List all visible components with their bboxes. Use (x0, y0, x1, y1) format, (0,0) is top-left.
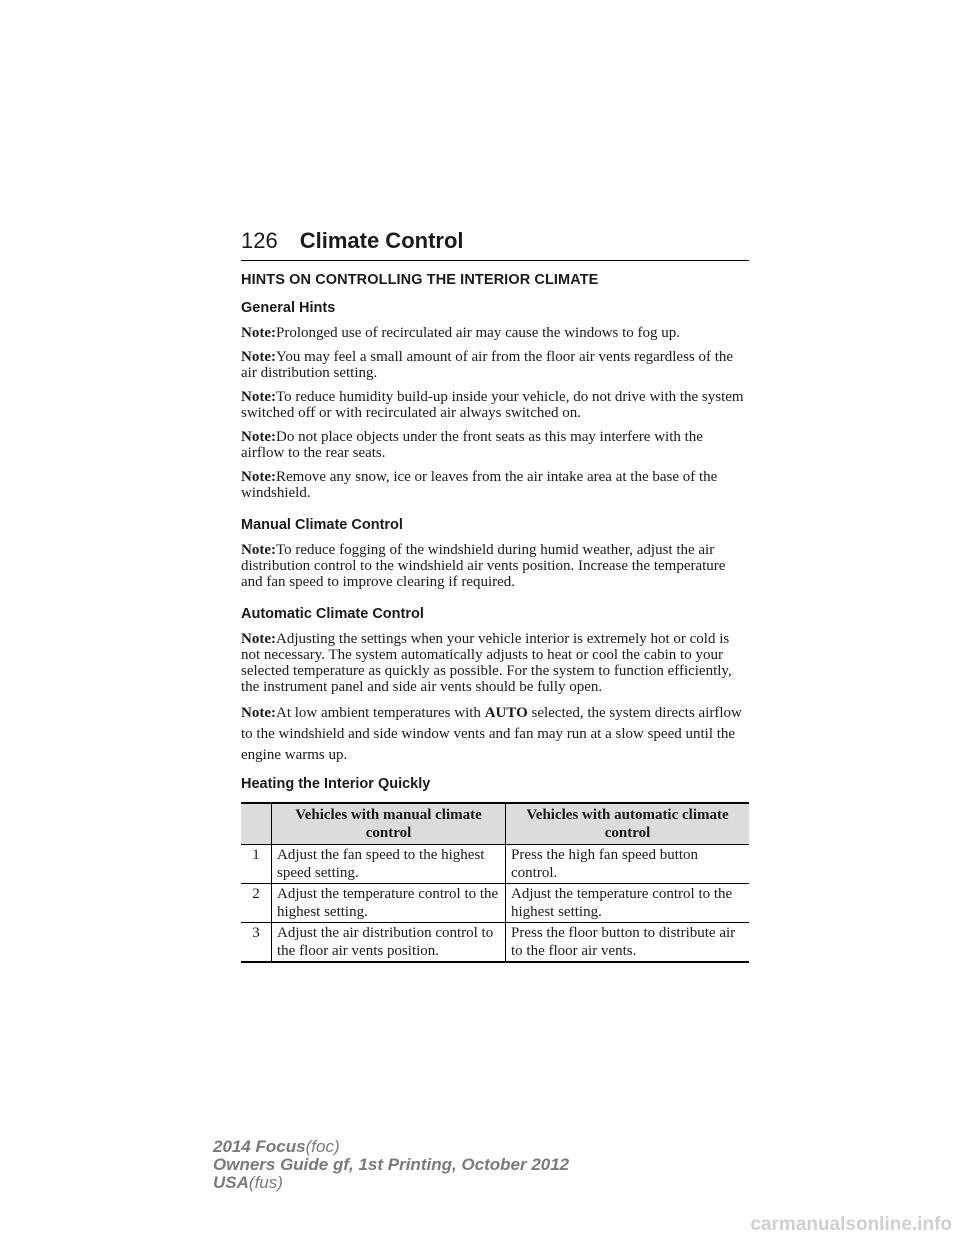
chapter-title: Climate Control (299, 228, 464, 253)
manual-cell: Adjust the fan speed to the highest speed setting. (272, 845, 506, 884)
table-header-row (241, 803, 749, 845)
automatic-climate-heading: Automatic Climate Control (241, 606, 424, 622)
page-header (241, 228, 749, 261)
general-notes (241, 325, 749, 501)
note: Note:You may feel a small amount of air from the floor air vents regardless of the air distribution setting. (241, 349, 734, 381)
general-hints-heading: General Hints (241, 300, 336, 316)
manual-cell: Adjust the air distribution control to the floor air vents position. (272, 923, 506, 963)
column-header: Vehicles with automatic climate control (506, 803, 750, 845)
footer-line: USA(fus) (213, 1173, 283, 1192)
note: Note:Adjusting the settings when your vehicle interior is extremely hot or cold is not necessary. The system automatically adjusts to heat or cool the cabin to your selected temperature as quickly as possible. For the system to function efficiently, the instrument panel and side air vents should be fully open. (241, 631, 732, 695)
note: Note:To reduce humidity build-up inside your vehicle, do not drive with the system switched off or with recirculated air always switched on. (241, 389, 744, 421)
table-row (241, 884, 749, 923)
page-footer (213, 1138, 569, 1192)
automatic-cell: Press the floor button to distribute air to the floor air vents. (506, 923, 750, 963)
heating-heading: Heating the Interior Quickly (241, 776, 431, 792)
automatic-cell: Adjust the temperature control to the highest setting. (506, 884, 750, 923)
note: Note:Prolonged use of recirculated air may cause the windows to fog up. (241, 325, 681, 341)
page-number: 126 (241, 228, 278, 253)
manual-cell: Adjust the temperature control to the highest setting. (272, 884, 506, 923)
table-row (241, 845, 749, 884)
manual-climate-heading: Manual Climate Control (241, 517, 403, 533)
auto-keyword: AUTO (484, 705, 528, 721)
table-row (241, 923, 749, 963)
note: Note:To reduce fogging of the windshield during humid weather, adjust the air distribution control to the windshield air vents position. Increase the temperature and fan speed to improve clearing if required. (241, 542, 726, 590)
row-number: 1 (241, 845, 272, 884)
section-title: HINTS ON CONTROLLING THE INTERIOR CLIMATE (241, 272, 599, 288)
note: Note:Do not place objects under the front seats as this may interfere with the airflow to the rear seats. (241, 429, 703, 461)
column-header (241, 803, 272, 845)
note: Note:At low ambient temperatures with AUTO selected, the system directs airflow to the windshield and side window vents and fan may run at a slow speed until the engine warms up. (241, 705, 742, 763)
row-number: 2 (241, 884, 272, 923)
footer-line: 2014 Focus(foc) (213, 1137, 340, 1156)
column-header: Vehicles with manual climate control (272, 803, 506, 845)
automatic-cell: Press the high fan speed button control. (506, 845, 750, 884)
note: Note:Remove any snow, ice or leaves from the air intake area at the base of the windshield. (241, 469, 718, 501)
row-number: 3 (241, 923, 272, 963)
heating-table (241, 802, 749, 963)
watermark: carmanualsonline.info (750, 1214, 952, 1235)
footer-line: Owners Guide gf, 1st Printing, October 2012 (213, 1155, 570, 1174)
manual-page (241, 228, 749, 963)
